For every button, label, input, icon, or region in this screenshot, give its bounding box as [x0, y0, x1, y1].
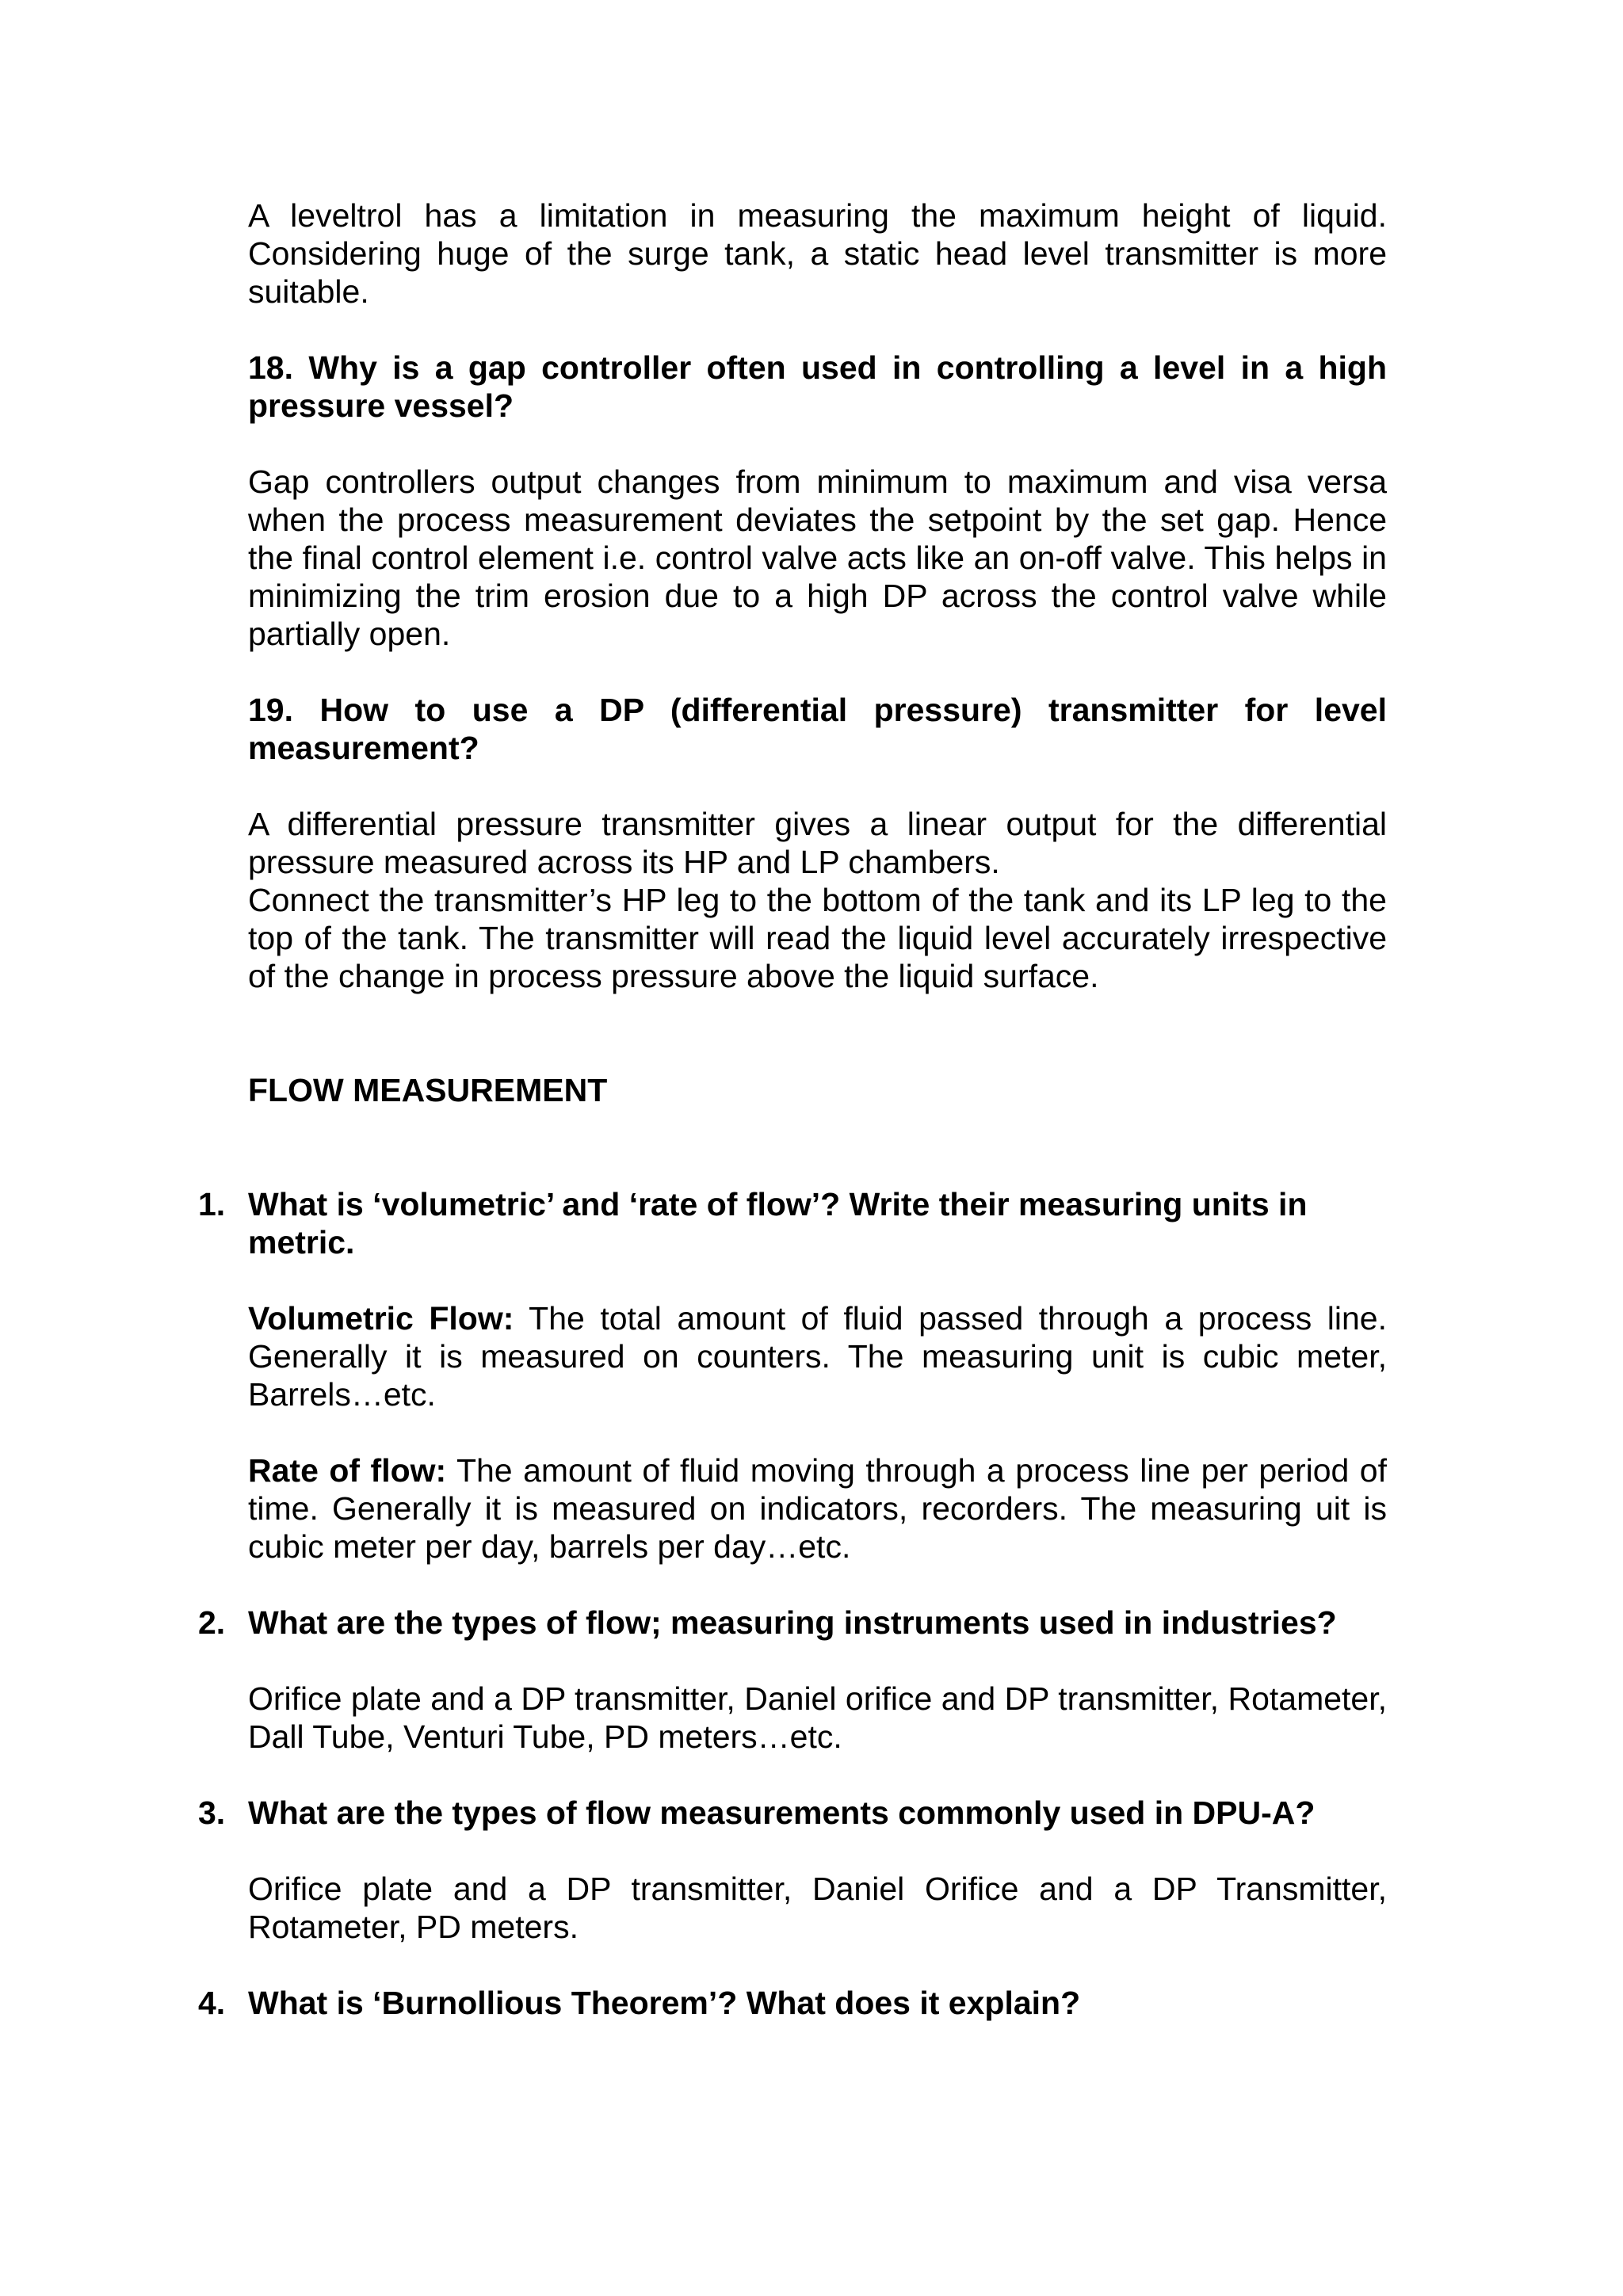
answer-18: Gap controllers output changes from minimum to maximum and visa versa when the process measurement deviates the setpoint by the set gap. Hence the final control element i.e. control valve acts like an on-off valve. This helps in minimizing the trim erosion due to a high DP across the control valve while partially open. — [248, 463, 1387, 652]
term-label: Volumetric Flow: — [248, 1300, 514, 1337]
question-text: What are the types of flow; measuring instruments used in industries? — [248, 1604, 1337, 1641]
answer-volumetric — [248, 1299, 1387, 1413]
answer-text: Orifice plate and a DP transmitter, Daniel orifice and DP transmitter, Rotameter, Dall Tube, Venturi Tube, PD meters…etc. — [248, 1680, 1387, 1755]
question-number: 3. — [198, 1794, 226, 1831]
term-definition: The amount of fluid moving through a process line per period of time. Generally it is measured on indicators, recorders. The measuring uit is cubic meter per day, barrels per day…etc. — [248, 1452, 1387, 1565]
question-text: What is ‘Burnollious Theorem’? What does it explain? — [248, 1985, 1081, 2021]
answer-rate-of-flow — [248, 1451, 1387, 1566]
flow-question-item — [198, 1604, 1387, 1756]
flow-question-list — [198, 1185, 1387, 2022]
section-title: FLOW MEASUREMENT — [248, 1072, 608, 1108]
question-text: What are the types of flow measurements commonly used in DPU-A? — [248, 1794, 1316, 1831]
document-page — [198, 196, 1387, 2022]
question-number: 1. — [198, 1186, 226, 1222]
flow-question-item — [198, 1984, 1387, 2022]
term-label: Rate of flow: — [248, 1452, 447, 1489]
term-definition: The total amount of fluid passed through a process line. Generally it is measured on counters. The measuring unit is cubic meter, Barrels…etc. — [248, 1300, 1387, 1413]
question-number: 4. — [198, 1985, 226, 2021]
intro-paragraph: A leveltrol has a limitation in measuring the maximum height of liquid. Considering huge of the surge tank, a static head level transmitter is more suitable. — [248, 197, 1387, 310]
flow-question-item — [198, 1185, 1387, 1566]
answer-text: Orifice plate and a DP transmitter, Daniel Orifice and a DP Transmitter, Rotameter, PD meters. — [248, 1871, 1387, 1945]
answer-19-part-2: Connect the transmitter’s HP leg to the bottom of the tank and its LP leg to the top of the tank. The transmitter will read the liquid level accurately irrespective of the change in process pressure above the liquid surface. — [248, 882, 1387, 994]
flow-question-item — [198, 1794, 1387, 1946]
question-text: What is ‘volumetric’ and ‘rate of flow’? Write their measuring units in metric. — [248, 1186, 1308, 1261]
question-number: 2. — [198, 1604, 226, 1641]
answer-19-part-1: A differential pressure transmitter gives a linear output for the differential pressure measured across its HP and LP chambers. — [248, 806, 1387, 880]
question-18: 18. Why is a gap controller often used in controlling a level in a high pressure vessel? — [248, 349, 1387, 424]
question-19: 19. How to use a DP (differential pressure) transmitter for level measurement? — [248, 692, 1387, 766]
